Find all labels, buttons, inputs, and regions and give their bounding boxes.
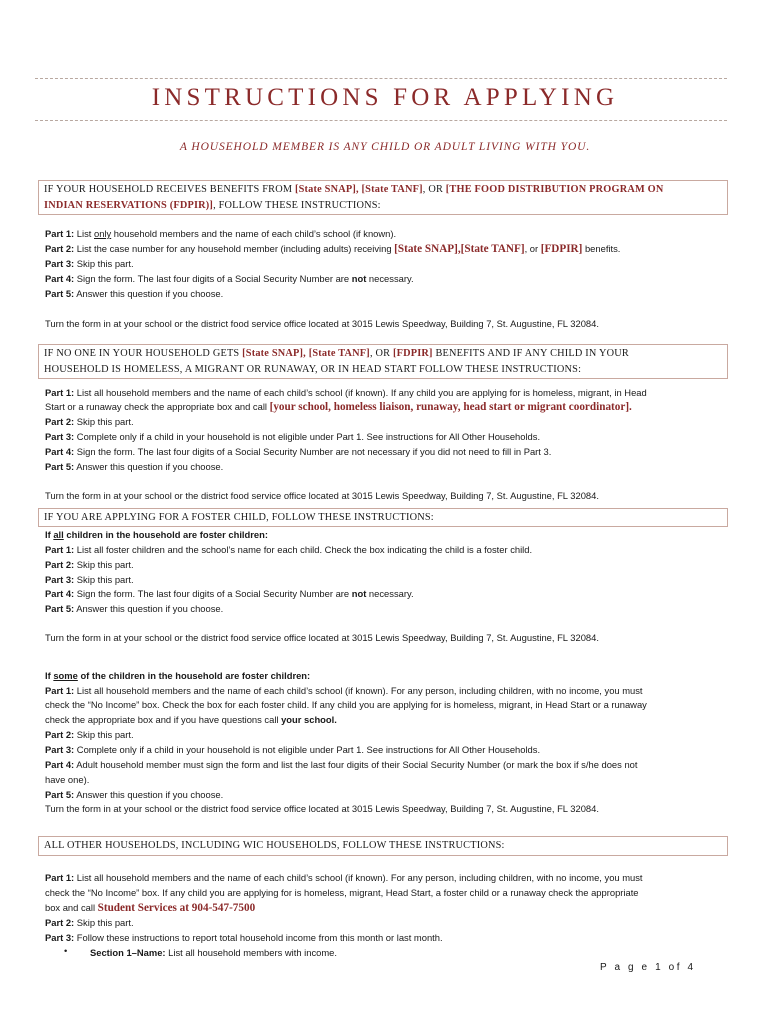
section3-all-foster-heading: If all children in the household are foster children: xyxy=(45,529,268,540)
title-rule xyxy=(35,120,727,121)
bullet-icon: • xyxy=(64,945,68,956)
section4-part1-cont: check the “No Income” box. If any child you are applying for is homeless, migrant, Head Start, a foster child or a runaway check the appropriate xyxy=(45,887,639,898)
page-title: INSTRUCTIONS FOR APPLYING xyxy=(151,84,619,111)
section3-some-part5: Part 5: Answer this question if you choose. xyxy=(45,789,224,800)
section4-part1: Part 1: List all household members and the name of each child’s school (if known). For any person, including children, with no income, you must xyxy=(45,872,643,883)
section1-part3: Part 3: Skip this part. xyxy=(45,258,134,269)
section2-part1-cont: Start or a runaway check the appropriate box and call [your school, homeless liaison, runaway, head start or migrant coordinator]. xyxy=(45,401,632,413)
section3-all-part1: Part 1: List all foster children and the school’s name for each child. Check the box indicating the child is a foster child. xyxy=(45,544,533,555)
section3-some-foster-heading: If some of the children in the household are foster children: xyxy=(45,670,311,681)
section3-some-part1-cont2: check the appropriate box and if you have questions call your school. xyxy=(45,714,337,725)
section3-all-part3: Part 3: Skip this part. xyxy=(45,574,134,585)
section2-part5: Part 5: Answer this question if you choose. xyxy=(45,461,224,472)
page-number: P a g e 1 of 4 xyxy=(600,962,696,973)
section3-turn-in-b: Turn the form in at your school or the district food service office located at 3015 Lewis Speedway, Building 7, St. Augustine, FL 32084. xyxy=(45,803,599,814)
section2-part1: Part 1: List all household members and the name of each child’s school (if known). If any child you are applying for is homeless, migrant, in Head xyxy=(45,387,647,398)
section1-part5: Part 5: Answer this question if you choose. xyxy=(45,288,224,299)
subtitle: A HOUSEHOLD MEMBER IS ANY CHILD OR ADULT LIVING WITH YOU. xyxy=(179,141,591,153)
section1-turn-in: Turn the form in at your school or the district food service office located at 3015 Lewis Speedway, Building 7, St. Augustine, FL 32084. xyxy=(45,318,599,329)
section4-section1: Section 1–Name: List all household members with income. xyxy=(90,947,337,958)
section4-header: ALL OTHER HOUSEHOLDS, INCLUDING WIC HOUSEHOLDS, FOLLOW THESE INSTRUCTIONS: xyxy=(44,840,505,851)
section3-all-part2: Part 2: Skip this part. xyxy=(45,559,134,570)
section3-all-part4: Part 4: Sign the form. The last four digits of a Social Security Number are not necessary. xyxy=(45,588,414,599)
section3-some-part2: Part 2: Skip this part. xyxy=(45,729,134,740)
section1-part4: Part 4: Sign the form. The last four digits of a Social Security Number are not necessary. xyxy=(45,273,414,284)
section2-header: IF NO ONE IN YOUR HOUSEHOLD GETS [State SNAP], [State TANF], OR [FDPIR] BENEFITS AND IF ANY CHILD IN YOUR HOUSEHOLD IS HOMELESS, A MIGRANT OR RUNAWAY, OR IN HEAD START FOLLOW THESE INSTRUCTIONS: xyxy=(44,348,629,375)
section2-part4: Part 4: Sign the form. The last four digits of a Social Security Number are not necessary if you did not need to fill in Part 3. xyxy=(45,446,552,457)
section1-part1: Part 1: List only household members and the name of each child’s school (if known). xyxy=(45,228,397,239)
section2-turn-in: Turn the form in at your school or the district food service office located at 3015 Lewis Speedway, Building 7, St. Augustine, FL 32084. xyxy=(45,490,599,501)
section4-part2: Part 2: Skip this part. xyxy=(45,917,134,928)
section3-header: IF YOU ARE APPLYING FOR A FOSTER CHILD, FOLLOW THESE INSTRUCTIONS: xyxy=(44,512,434,523)
section1-part2: Part 2: List the case number for any household member (including adults) receiving [State SNAP],[State TANF], or [FDPIR] benefits. xyxy=(45,243,621,255)
section2-part3: Part 3: Complete only if a child in your household is not eligible under Part 1. See instructions for All Other Households. xyxy=(45,431,541,442)
section3-all-part5: Part 5: Answer this question if you choose. xyxy=(45,603,224,614)
section1-header: IF YOUR HOUSEHOLD RECEIVES BENEFITS FROM [State SNAP], [State TANF], OR [THE FOOD DISTRIBUTION PROGRAM ON INDIAN RESERVATIONS (FDPIR)], FOLLOW THESE INSTRUCTIONS: xyxy=(44,184,664,211)
section3-some-part4: Part 4: Adult household member must sign the form and list the last four digits of their Social Security Number (or mark the box if s/he does not xyxy=(45,759,638,770)
section3-some-part1: Part 1: List all household members and the name of each child’s school (if known). For any person, including children, with no income, you must xyxy=(45,685,643,696)
section4-part3: Part 3: Follow these instructions to report total household income from this month or last month. xyxy=(45,932,443,943)
section3-some-part4-cont: have one). xyxy=(45,774,90,785)
section4-part1-cont2: box and call Student Services at 904-547-7500 xyxy=(45,902,256,914)
section2-part2: Part 2: Skip this part. xyxy=(45,416,134,427)
section3-some-part3: Part 3: Complete only if a child in your household is not eligible under Part 1. See instructions for All Other Households. xyxy=(45,744,541,755)
top-rule xyxy=(35,78,727,79)
section3-some-part1-cont: check the “No Income” box. Check the box for each foster child. If any child you are applying for is homeless, migrant, in Head Start or a runaway xyxy=(45,699,647,710)
section3-turn-in-a: Turn the form in at your school or the district food service office located at 3015 Lewis Speedway, Building 7, St. Augustine, FL 32084. xyxy=(45,632,599,643)
